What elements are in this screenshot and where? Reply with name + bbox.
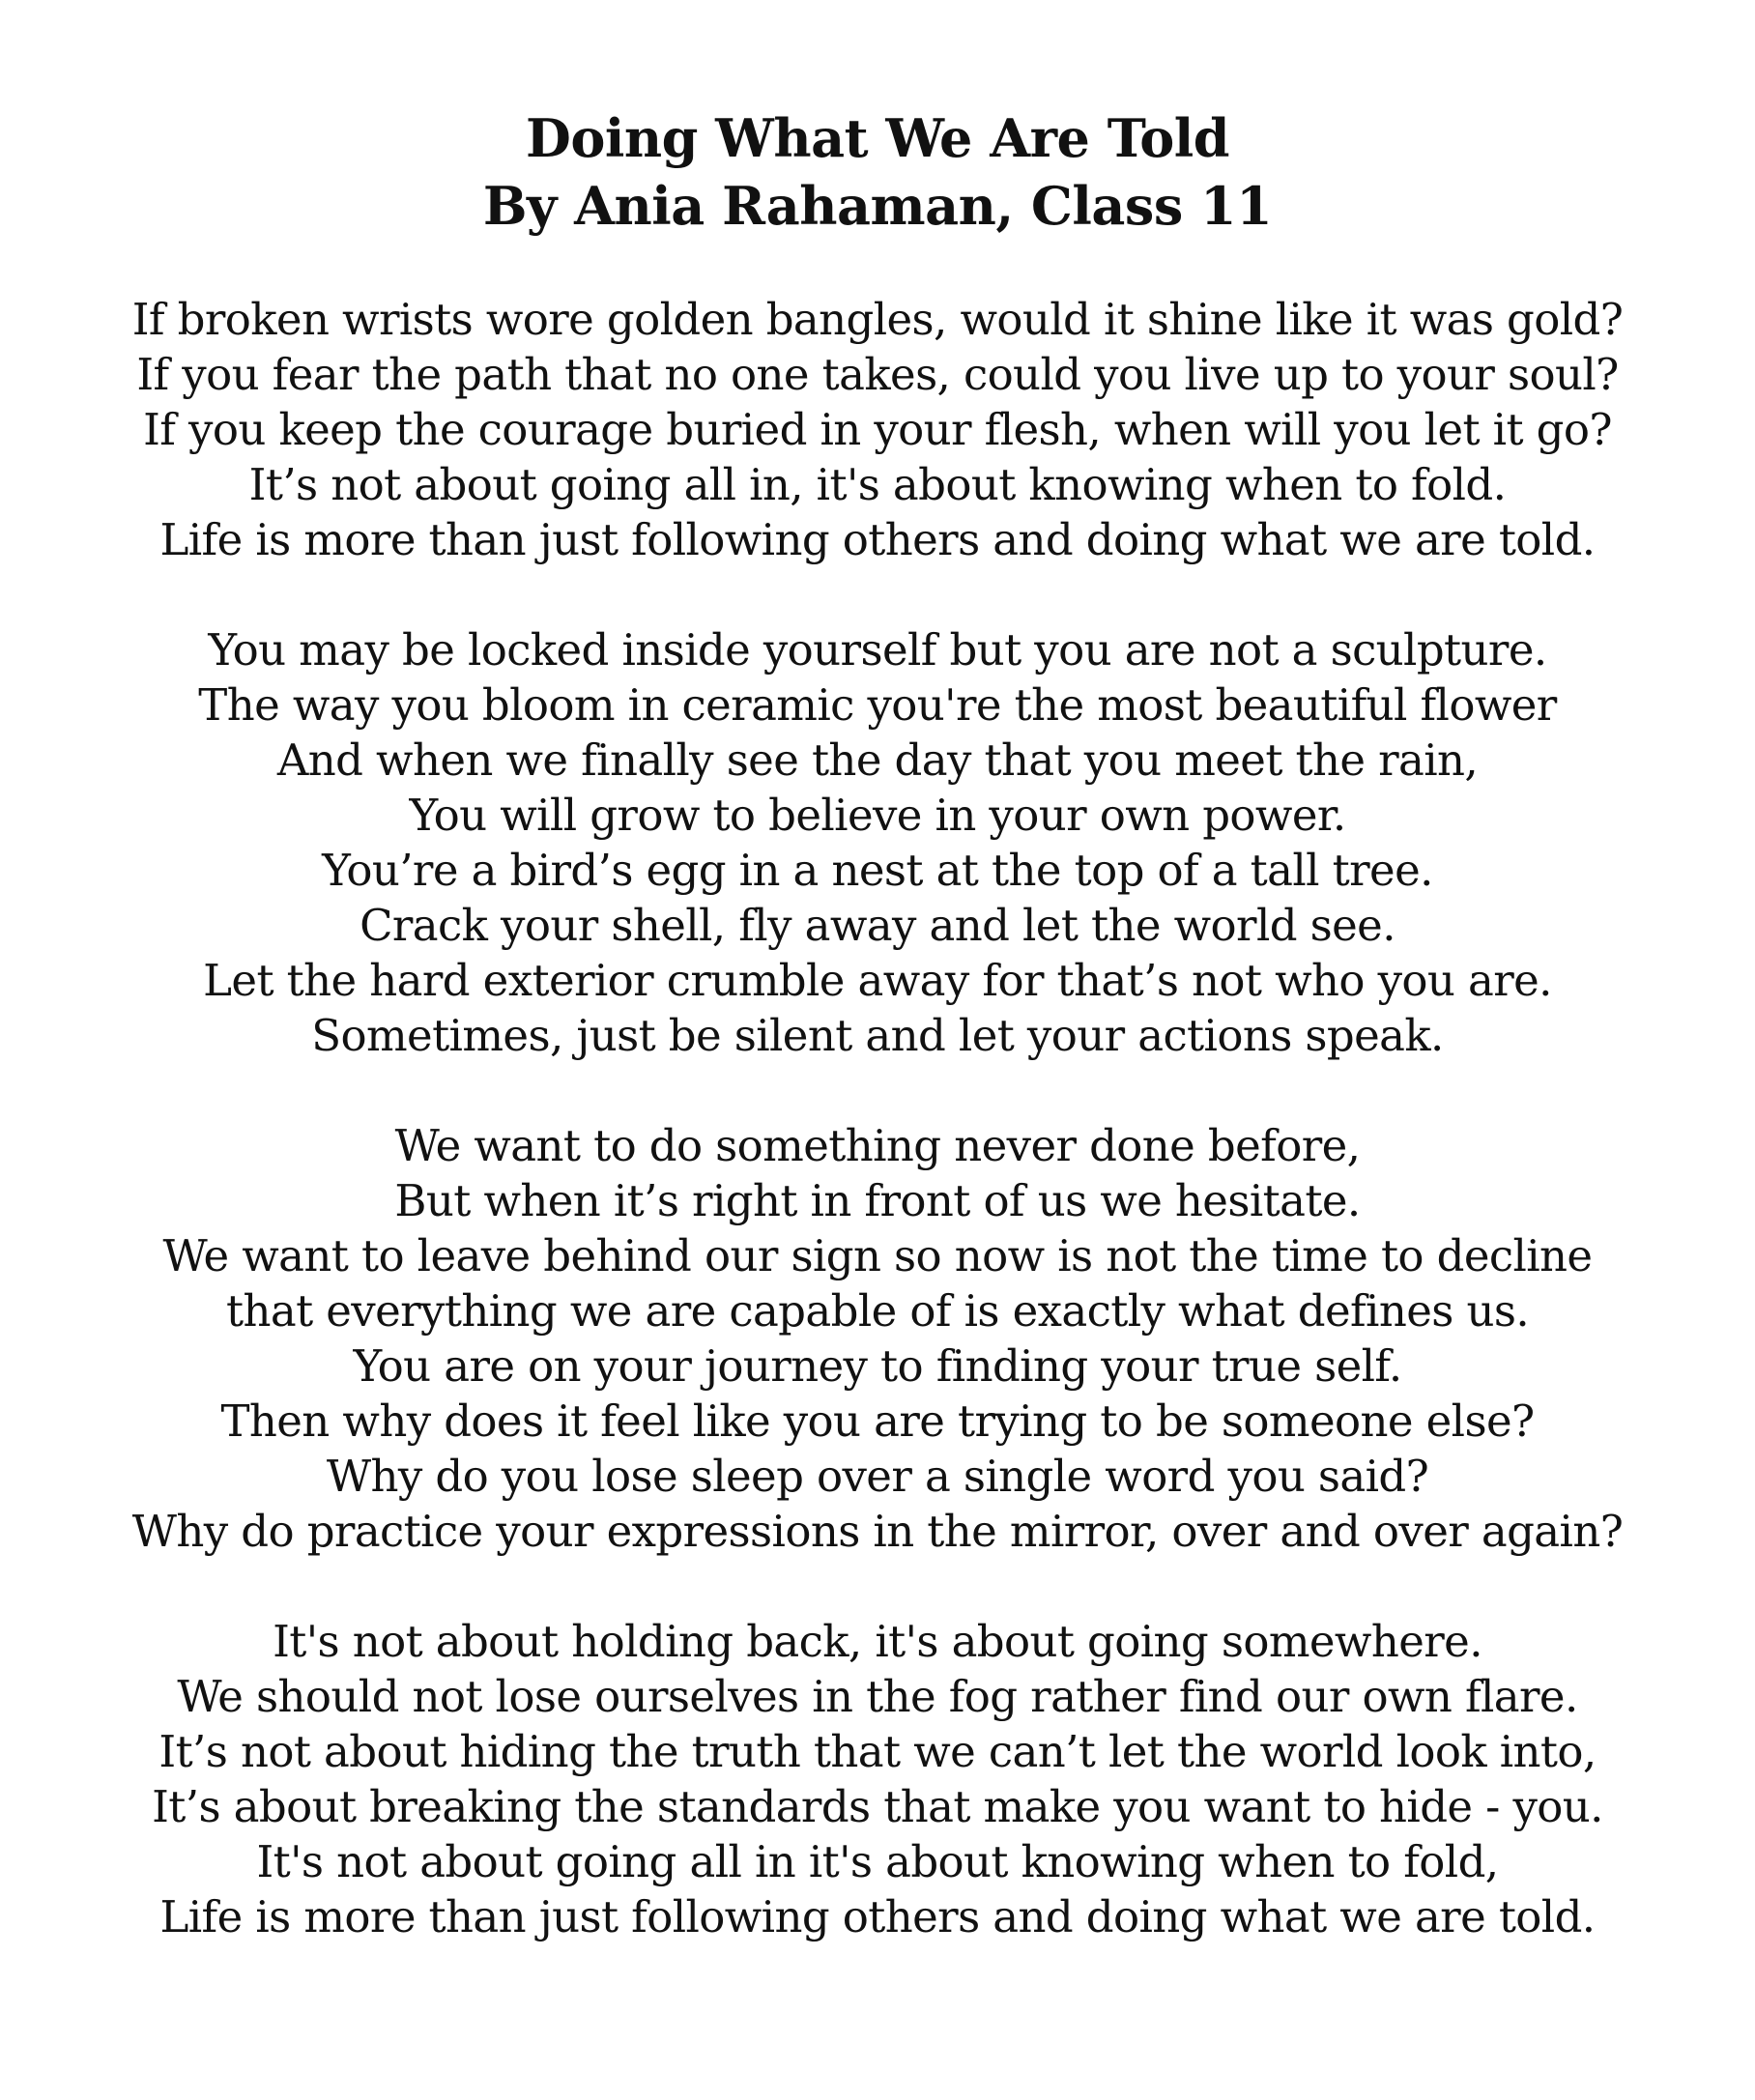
poem-line: And when we finally see the day that you meet the rain, [276, 734, 1479, 786]
poem-line: that everything we are capable of is exactly what defines us. [225, 1285, 1530, 1337]
poem-line: We want to do something never done before, [394, 1120, 1361, 1171]
poem-line: You’re a bird’s egg in a nest at the top of a tall tree. [322, 845, 1433, 896]
poem-line: Why do practice your expressions in the mirror, over and over again? [131, 1506, 1624, 1557]
poem-line: You are on your journey to finding your true self. [353, 1340, 1402, 1392]
poem-line: Sometimes, just be silent and let your actions speak. [311, 1010, 1444, 1061]
poem-line: But when it’s right in front of us we hesitate. [394, 1175, 1361, 1226]
poem-body [0, 292, 1755, 1999]
poem-line: We should not lose ourselves in the fog rather find our own flare. [177, 1671, 1578, 1722]
poem-line: It’s about breaking the standards that make you want to hide - you. [152, 1781, 1603, 1832]
poem-line: If you keep the courage buried in your flesh, when will you let it go? [143, 404, 1612, 455]
poem-line: Life is more than just following others and doing what we are told. [159, 1891, 1596, 1942]
poem-line: Life is more than just following others and doing what we are told. [159, 514, 1596, 565]
poem-line: You may be locked inside yourself but you are not a sculpture. [208, 624, 1547, 676]
poem-line: It’s not about hiding the truth that we can’t let the world look into, [158, 1726, 1597, 1777]
poem-line: We want to leave behind our sign so now is not the time to decline [162, 1230, 1593, 1281]
poem-title: Doing What We Are Told [526, 107, 1229, 169]
title-block [0, 104, 1755, 240]
poem-line: If broken wrists wore golden bangles, would it shine like it was gold? [131, 294, 1624, 345]
poem-line: If you fear the path that no one takes, could you live up to your soul? [136, 349, 1619, 400]
poem-line: It’s not about going all in, it's about knowing when to fold. [248, 459, 1507, 510]
poem-line: You will grow to believe in your own power. [409, 790, 1346, 841]
poem-line: Crack your shell, fly away and let the world see. [360, 900, 1395, 951]
poem-line: It's not about going all in it's about knowing when to fold, [256, 1836, 1499, 1887]
stanza-3 [0, 1118, 1755, 1559]
poem-byline: By Ania Rahaman, Class 11 [482, 175, 1273, 237]
stanza-1 [0, 292, 1755, 567]
poem-line: Let the hard exterior crumble away for that’s not who you are. [203, 955, 1552, 1006]
poem-line: Then why does it feel like you are trying to be someone else? [220, 1395, 1535, 1447]
poem-line: The way you bloom in ceramic you're the most beautiful flower [198, 679, 1557, 731]
poem-line: Why do you lose sleep over a single word you said? [326, 1451, 1429, 1502]
stanza-4 [0, 1614, 1755, 1944]
stanza-2 [0, 622, 1755, 1063]
poem-line: It's not about holding back, it's about going somewhere. [273, 1616, 1482, 1667]
